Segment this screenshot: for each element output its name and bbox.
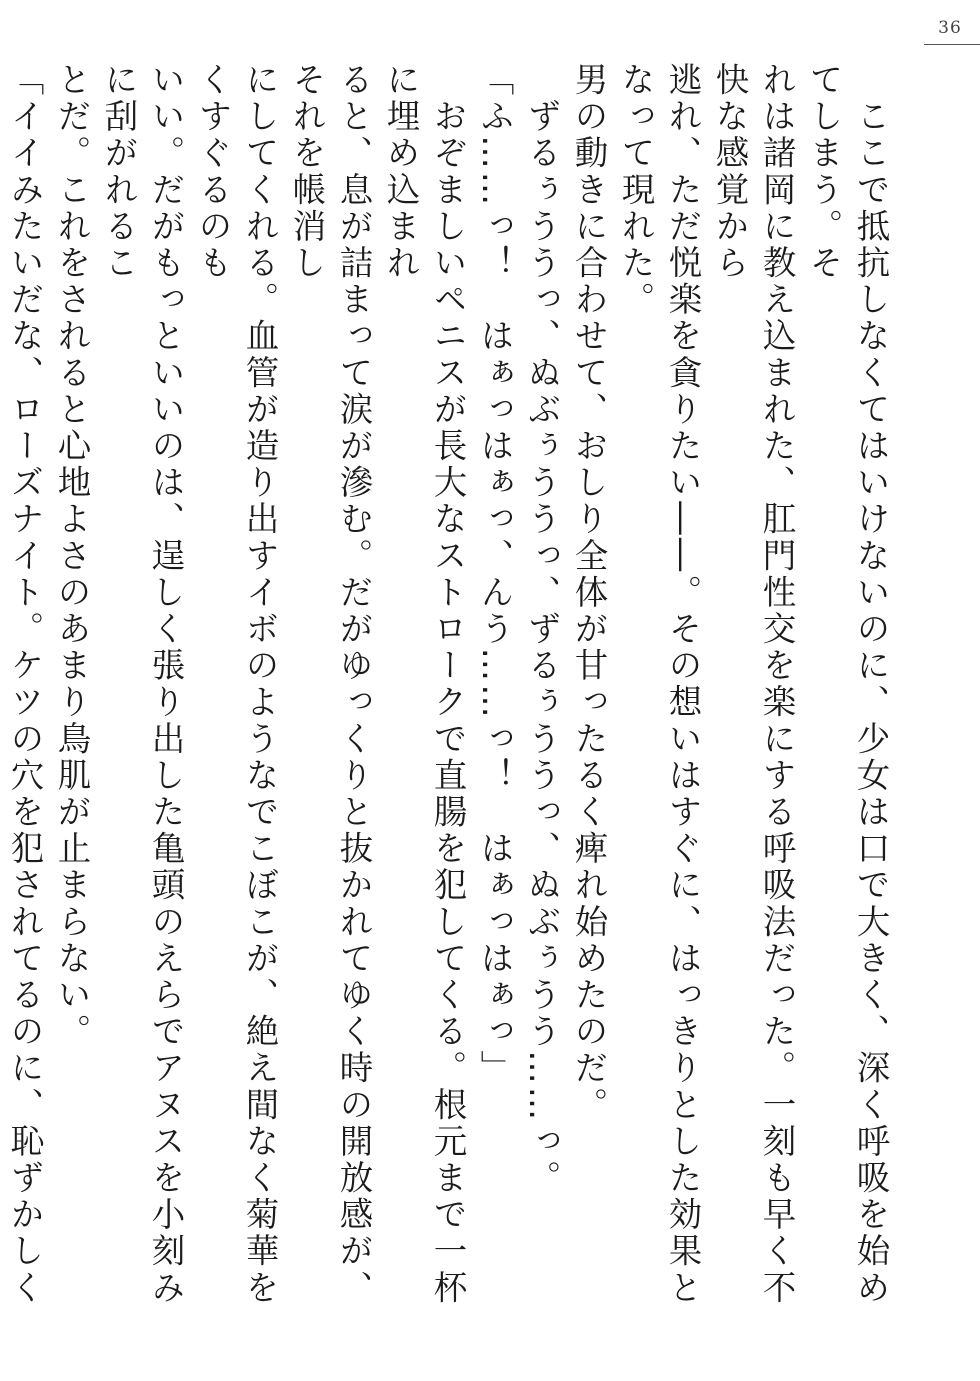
text-line-2: れは諸岡に教え込まれた、肛門性交を楽にする呼吸法だった。一刻も早く不快な感覚から	[710, 62, 796, 1307]
text-line-10: いい。だがもっといいのは、逞しく張り出した亀頭のえらでアヌスを小刻みに刮がれるこ	[99, 62, 185, 1307]
text-line-7: おぞましいペニスが長大なストロークで直腸を犯してくる。根元まで一杯に埋め込まれ	[381, 62, 467, 1307]
body-text	[5, 62, 894, 1342]
text-line-11: とだ。これをされると心地よさのあまり鳥肌が止まらない。	[52, 62, 91, 1051]
page-number: 36	[938, 18, 962, 38]
text-line-8: ると、息が詰まって涙が滲む。だがゆっくりと抜かれてゆく時の開放感が、それを帳消し	[287, 62, 373, 1307]
text-line-1: ここで抵抗しなくてはいけないのに、少女は口で大きく、深く呼吸を始めてしまう。そ	[804, 62, 890, 1307]
page-number-rule	[924, 44, 980, 45]
text-line-4: 男の動きに合わせて、おしり全体が甘ったるく痺れ始めたのだ。	[569, 62, 608, 1124]
text-line-6: 「ふ……っ！ はぁっはぁっ、んう……っ！ はぁっはぁっ」	[475, 62, 514, 1087]
text-line-12: 「イイみたいだな、ローズナイト。ケツの穴を犯されてるのに、恥ずかしく	[5, 62, 44, 1307]
text-line-3: 逃れ、ただ悦楽を貪りたい――。その想いはすぐに、はっきりとした効果となって現れた。	[616, 62, 702, 1307]
text-line-9: にしてくれる。血管が造り出すイボのようなでこぼこが、絶え間なく菊華をくすぐるのも	[193, 62, 279, 1307]
text-line-5: ずるぅううっ、ぬぶぅううっ、ずるぅううっ、ぬぶぅうう……っ。	[522, 62, 561, 1197]
